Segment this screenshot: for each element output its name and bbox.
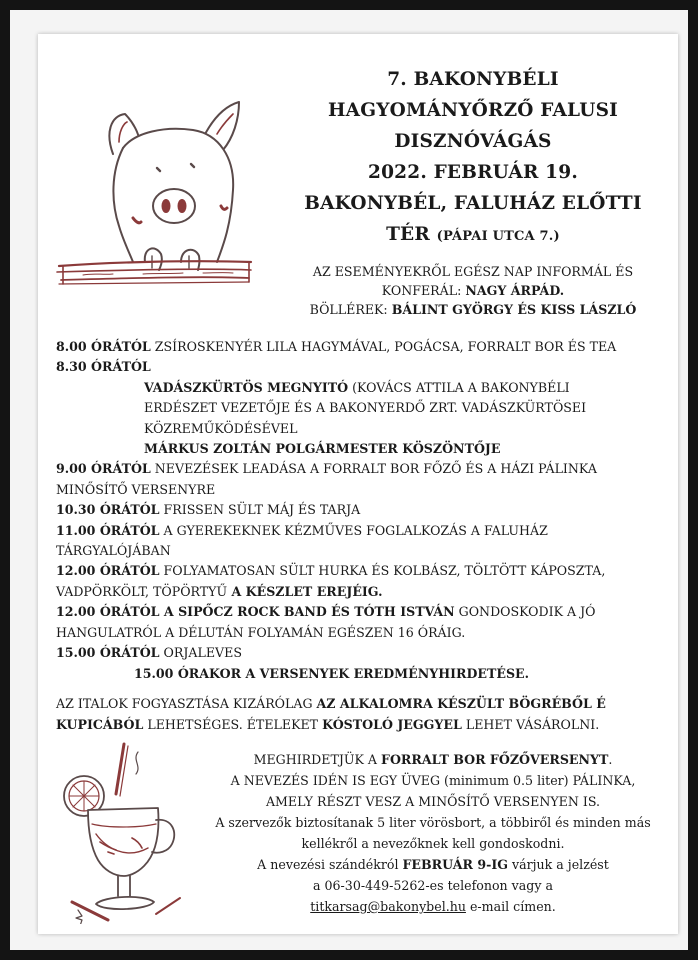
poster-frame <box>10 10 688 950</box>
schedule-bold: VADÁSZKÜRTÖS MEGNYITÓ <box>144 379 349 395</box>
contest-text: MEGHIRDETJÜK A <box>253 752 382 767</box>
contest-text: minimum 0.5 liter <box>448 773 564 788</box>
schedule-item: ERDÉSZET VEZETŐJE ÉS A BAKONYERDŐ ZRT. VADÁSZKÜRTÖSEI <box>144 400 587 416</box>
contest-bold: FORRALT BOR FŐZŐVERSENYT <box>381 752 609 767</box>
contest-phone-line: a 06-30-449-5262-es telefonon vagy a <box>313 878 553 893</box>
schedule-item <box>56 582 681 602</box>
event-title <box>278 64 668 252</box>
schedule-time: 12.00 ÓRÁTÓL <box>56 604 160 620</box>
drinks-notice <box>56 693 681 735</box>
schedule-text: (KOVÁCS ATTILA A BAKONYBÉLI <box>348 379 570 395</box>
butcher-names: BÁLINT GYÖRGY ÉS KISS LÁSZLÓ <box>391 302 637 317</box>
notice-line <box>56 714 681 735</box>
info-label: KONFERÁL: <box>381 283 462 298</box>
schedule-item <box>56 439 681 459</box>
schedule-item: KÖZREMŰKÖDÉSÉVEL <box>144 420 298 436</box>
host-info <box>278 262 668 319</box>
contest-deadline: FEBRUÁR 9-IG <box>402 857 508 872</box>
schedule-item <box>56 643 681 663</box>
schedule-item: MINŐSÍTŐ VERSENYRE <box>56 481 216 497</box>
schedule-item <box>56 459 681 479</box>
schedule-bold: MÁRKUS ZOLTÁN POLGÁRMESTER KÖSZÖNTŐJE <box>144 441 501 457</box>
contest-text: ) PÁLINKA, <box>563 773 636 788</box>
pig-illustration-icon <box>53 76 253 286</box>
schedule-text: ORJALEVES <box>159 645 242 661</box>
location-word: TÉR <box>386 224 430 245</box>
schedule-item <box>56 500 681 520</box>
schedule-text: FRISSEN SÜLT MÁJ ÉS TARJA <box>159 502 361 518</box>
schedule-item <box>56 337 681 357</box>
contest-line: AMELY RÉSZT VESZ A MINŐSÍTŐ VERSENYEN IS. <box>265 794 601 809</box>
title-line: DISZNÓVÁGÁS <box>394 131 552 152</box>
contest-line: kellékről a nevezőknek kell gondoskodni. <box>301 836 565 851</box>
schedule-time: 8.00 ÓRÁTÓL <box>56 339 151 354</box>
schedule-time: 9.00 ÓRÁTÓL <box>56 461 151 477</box>
schedule-bold: 15.00 ÓRAKOR A VERSENYEK EREDMÉNYHIRDETÉSE. <box>134 665 530 681</box>
schedule-text: ZSÍROSKENYÉR LILA HAGYMÁVAL, POGÁCSA, FORRALT BOR ÉS TEA <box>150 339 617 354</box>
contest-announcement <box>188 749 678 917</box>
contest-text: . <box>608 752 613 767</box>
contest-line: A szervezők biztosítanak 5 liter vörösbort, a többiről és minden más <box>215 815 651 830</box>
schedule-time: 8.30 ÓRÁTÓL <box>56 359 151 375</box>
schedule-item: TÁRGYALÓJÁBAN <box>56 543 171 559</box>
notice-text: LEHET VÁSÁROLNI. <box>461 717 600 732</box>
schedule-item <box>56 521 681 541</box>
contest-line <box>188 749 678 770</box>
mulled-wine-mug-icon <box>48 734 188 924</box>
schedule-time: 12.00 ÓRÁTÓL <box>56 563 160 579</box>
schedule-time: 10.30 ÓRÁTÓL <box>56 502 160 518</box>
contest-line <box>188 770 678 791</box>
poster <box>38 34 678 934</box>
notice-text: AZ ITALOK FOGYASZTÁSA KIZÁRÓLAG <box>56 696 317 711</box>
schedule-item <box>56 664 681 684</box>
title-line: 7. BAKONYBÉLI <box>387 69 559 90</box>
schedule-bold: A KÉSZLET EREJÉIG. <box>227 583 383 599</box>
contact-email-link[interactable]: titkarsag@bakonybel.hu <box>310 899 466 914</box>
schedule-item: HANGULATRÓL A DÉLUTÁN FOLYAMÁN EGÉSZEN 16 ÓRÁIG. <box>56 624 466 640</box>
host-name: NAGY ÁRPÁD. <box>465 283 565 298</box>
schedule-text: FOLYAMATOSAN SÜLT HURKA ÉS KOLBÁSZ, TÖLTÖTT KÁPOSZTA, <box>159 563 606 579</box>
schedule-time: 11.00 ÓRÁTÓL <box>56 522 160 538</box>
notice-bold: AZ ALKALOMRA KÉSZÜLT BÖGRÉBŐL É <box>316 696 606 711</box>
info-line <box>278 300 668 319</box>
event-date: 2022. FEBRUÁR 19. <box>368 162 578 183</box>
schedule-item <box>56 378 681 398</box>
notice-text: LEHETSÉGES. ÉTELEKET <box>143 717 323 732</box>
notice-bold: KÓSTOLÓ JEGGYEL <box>322 717 462 732</box>
schedule-bold: A SIPŐCZ ROCK BAND ÉS TÓTH ISTVÁN <box>159 604 455 620</box>
schedule-time: 15.00 ÓRÁTÓL <box>56 645 160 661</box>
schedule-text: NEVEZÉSEK LEADÁSA A FORRALT BOR FŐZŐ ÉS A HÁZI PÁLINKA <box>150 461 597 477</box>
event-location-line <box>278 219 668 252</box>
schedule-text: A GYEREKEKNEK KÉZMŰVES FOGLALKOZÁS A FALUHÁZ <box>159 522 548 538</box>
schedule-text: VADPÖRKÖLT, TÖPÖRTYŰ <box>56 583 228 599</box>
contest-line <box>188 854 678 875</box>
event-location: BAKONYBÉL, FALUHÁZ ELŐTTI <box>304 193 642 214</box>
schedule-item <box>56 357 681 377</box>
contest-text: A NEVEZÉS IDÉN IS EGY ÜVEG ( <box>230 773 449 788</box>
contest-text: A nevezési szándékról <box>257 857 403 872</box>
notice-bold: KUPICÁBÓL <box>56 717 144 732</box>
info-label: BÖLLÉREK: <box>309 302 388 317</box>
notice-line <box>56 693 681 714</box>
title-line: HAGYOMÁNYŐRZŐ FALUSI <box>327 100 618 121</box>
location-address: (PÁPAI UTCA 7.) <box>436 229 560 244</box>
contest-text: várjuk a jelzést <box>508 857 609 872</box>
info-line: AZ ESEMÉNYEKRŐL EGÉSZ NAP INFORMÁL ÉS <box>312 264 634 279</box>
contest-text: e-mail címen. <box>465 899 556 914</box>
contest-line <box>188 896 678 917</box>
info-line <box>278 281 668 300</box>
schedule <box>56 337 681 684</box>
schedule-text: GONDOSKODIK A JÓ <box>454 604 596 620</box>
schedule-item <box>56 561 681 581</box>
schedule-item <box>56 602 681 622</box>
